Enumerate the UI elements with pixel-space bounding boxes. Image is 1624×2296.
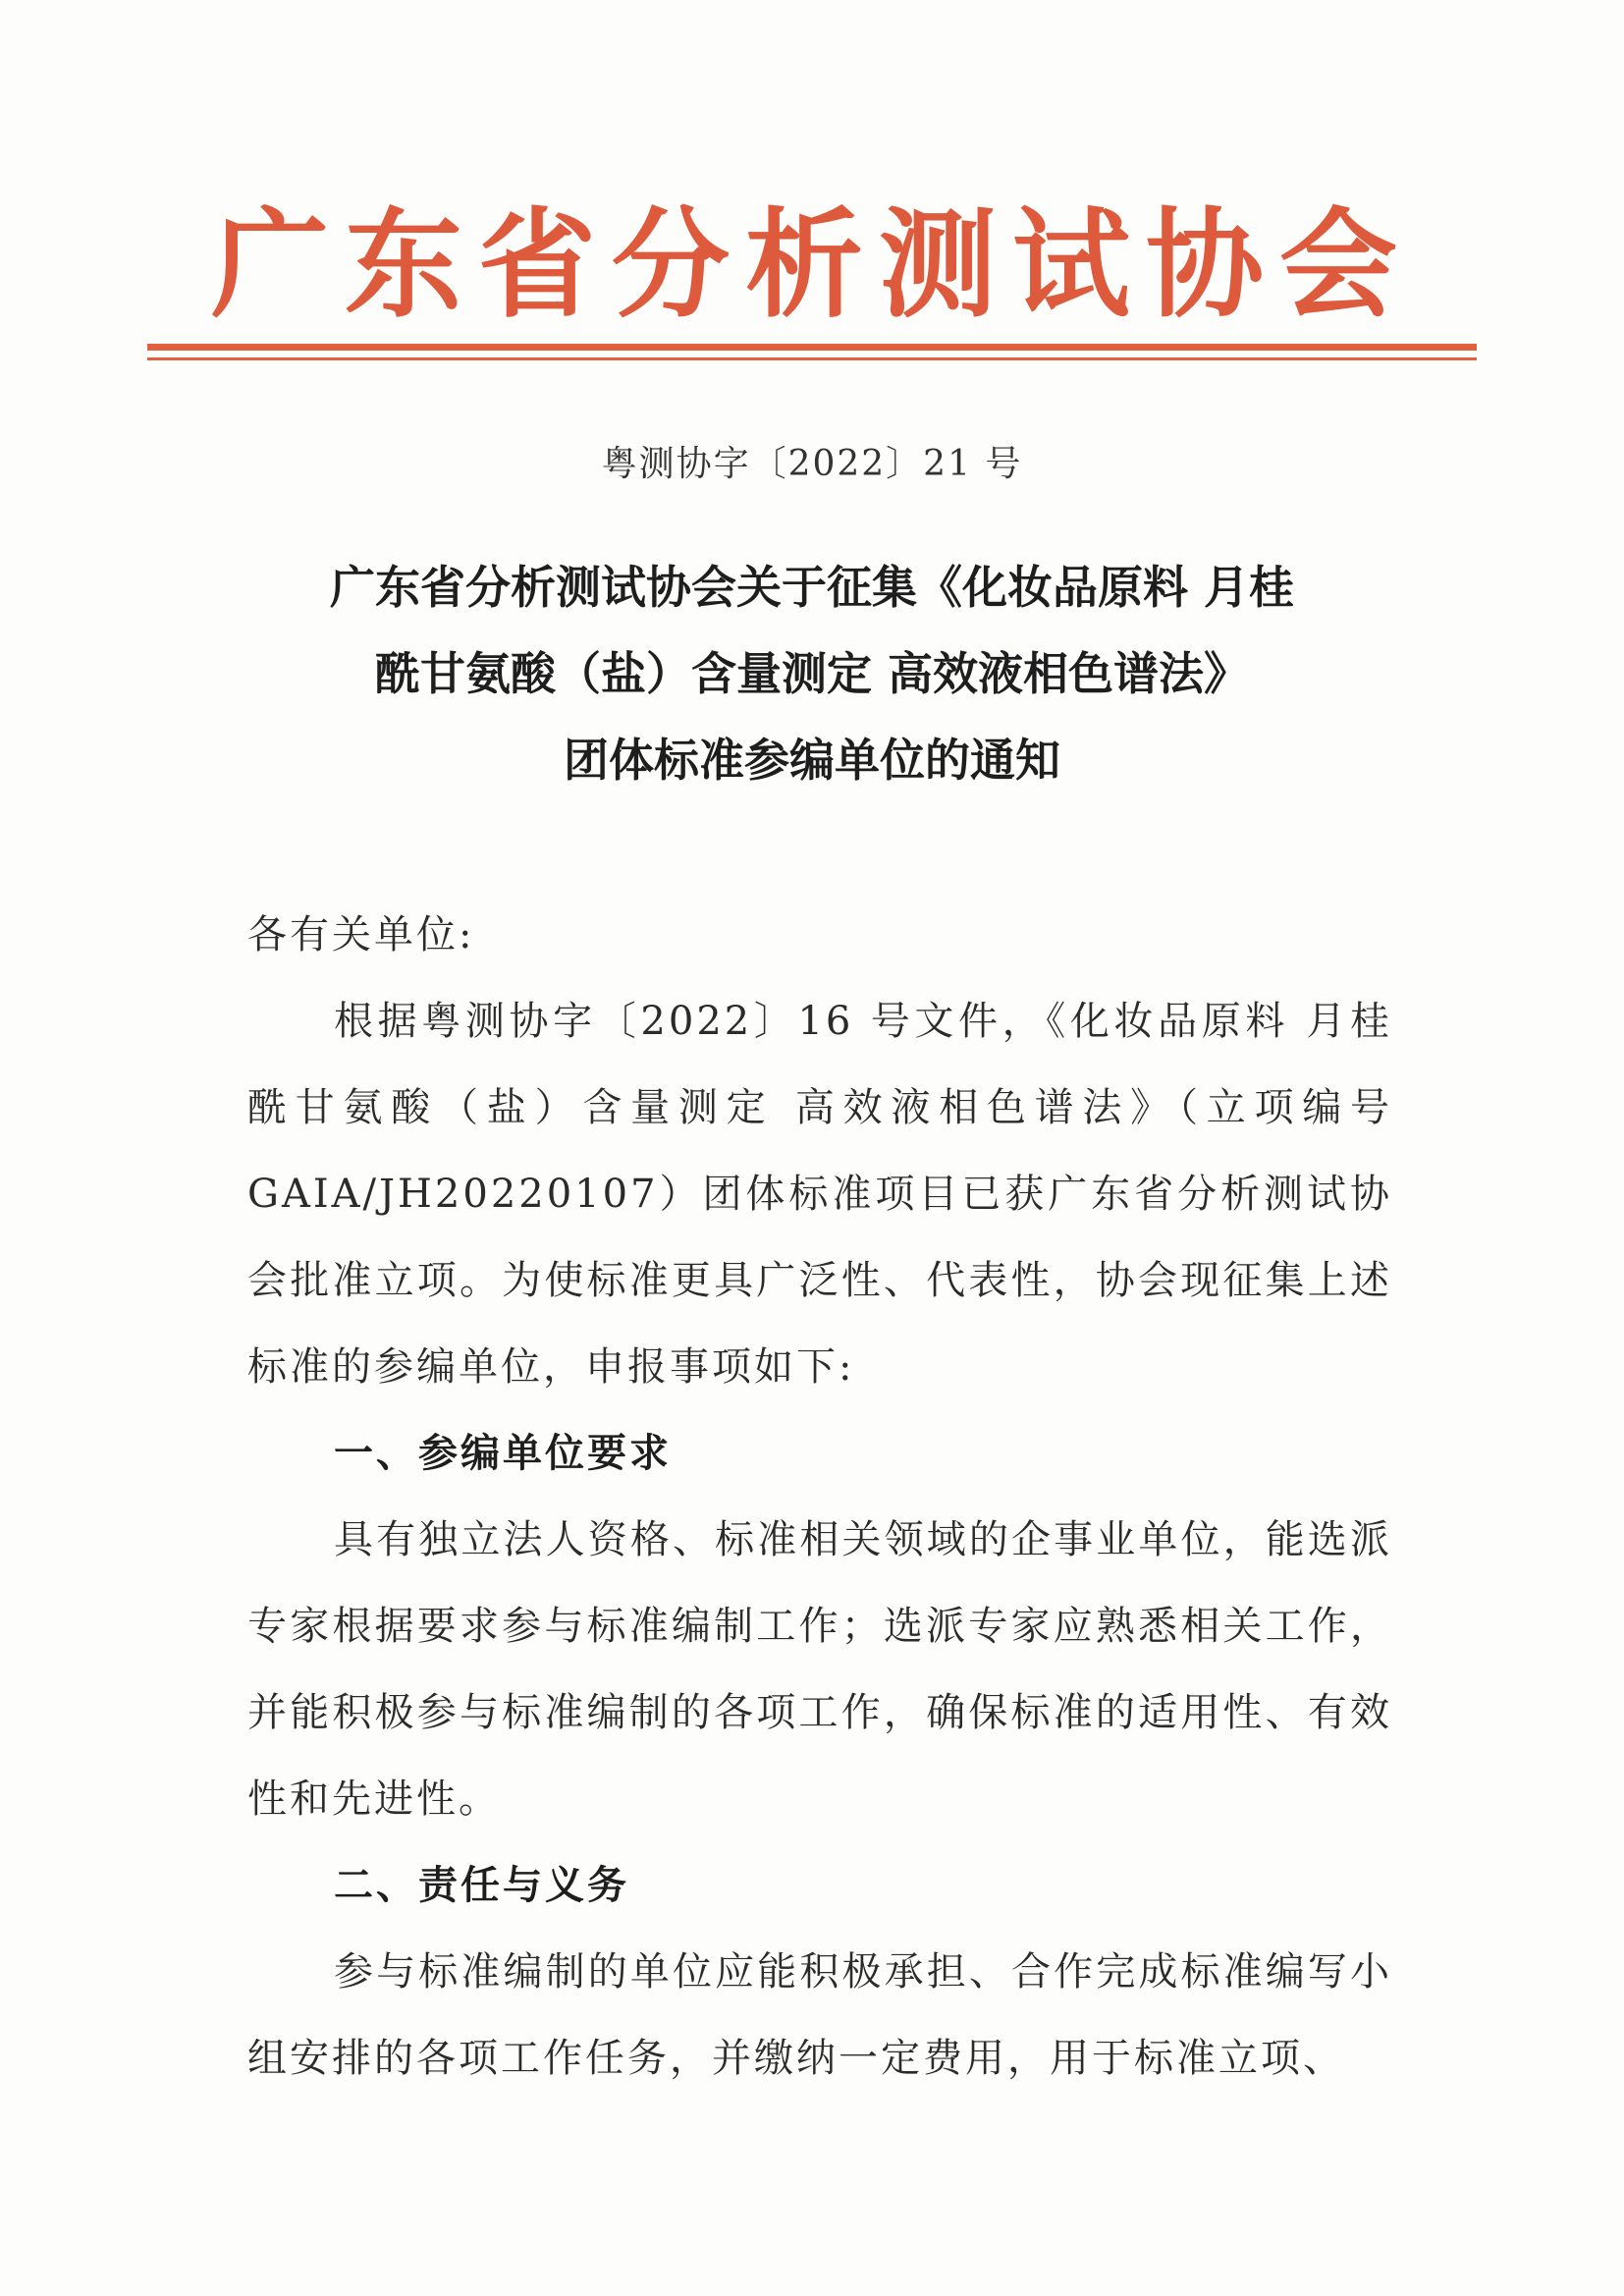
section-1-paragraph: 具有独立法人资格、标准相关领域的企事业单位，能选派专家根据要求参与标准编制工作；选派专家应熟悉相关工作，并能积极参与标准编制的各项工作，确保标准的适用性、有效性和先进性。 [247,1517,1392,1822]
title-line-3: 团体标准参编单位的通知 [564,734,1060,787]
intro-paragraph-block [247,978,1392,1410]
document-number: 粤测协字〔2022〕21 号 [601,444,1023,484]
section-2-paragraph-block [247,1929,1392,2102]
intro-paragraph: 根据粤测协字〔2022〕16 号文件，《化妆品原料 月桂酰甘氨酸（盐）含量测定 高效液相色谱法》（立项编号GAIA/JH20220107）团体标准项目已获广东省分析测试协会批准立项。为使标准更具广泛性、代表性，协会现征集上述标准的参编单位，申报事项如下: [247,999,1392,1390]
salutation: 各有关单位: [247,912,475,957]
masthead-rule-thin [147,357,1477,360]
section-1-heading: 一、参编单位要求 [334,1431,672,1476]
section-2-paragraph: 参与标准编制的单位应能积极承担、合作完成标准编写小组安排的各项工作任务，并缴纳一定费用，用于标准立项、 [247,1949,1392,2081]
section-1-paragraph-block [247,1497,1392,1842]
title-line-2: 酰甘氨酸（盐）含量测定 高效液相色谱法》 [374,647,1249,700]
organization-masthead: 广东省分析测试协会 [211,195,1413,334]
title-line-1: 广东省分析测试协会关于征集《化妆品原料 月桂 [329,561,1294,614]
masthead-rule-thick [147,344,1477,351]
section-2-heading: 二、责任与义务 [334,1863,629,1908]
